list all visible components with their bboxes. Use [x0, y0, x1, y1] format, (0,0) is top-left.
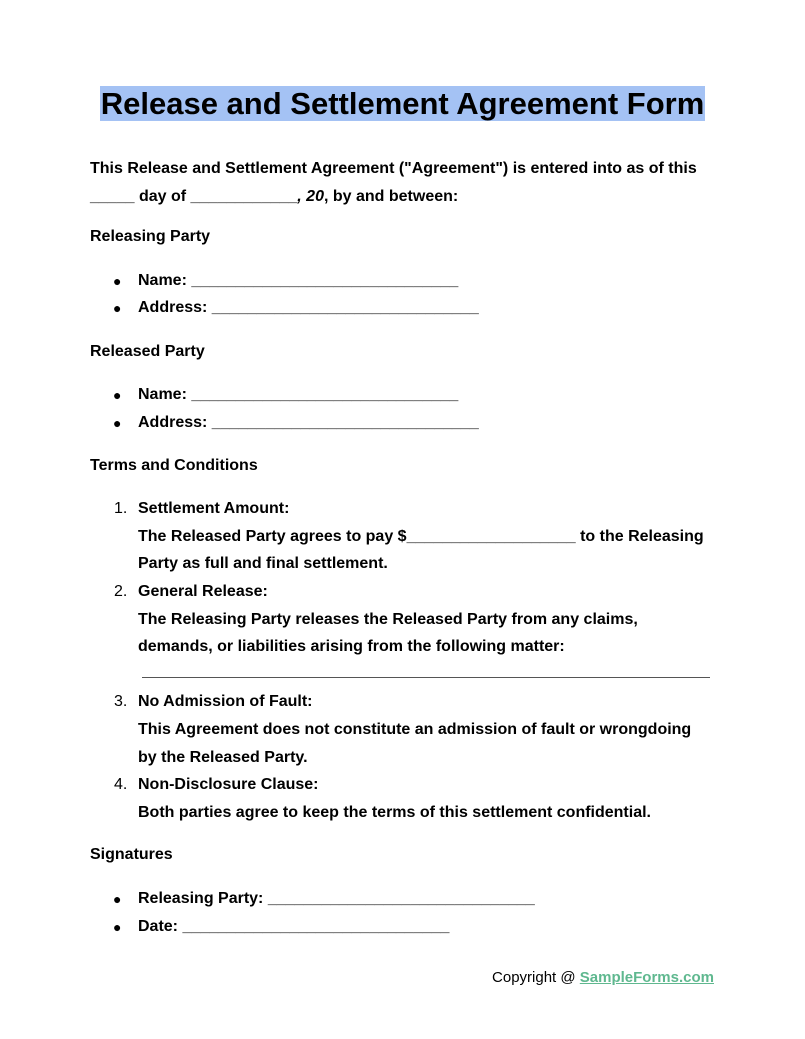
intro-year: , 20 [297, 188, 324, 205]
bullet-icon: ● [113, 415, 122, 431]
copyright-footer [492, 968, 714, 988]
bullet-icon: ● [113, 300, 122, 316]
term-text: The Releasing Party releases the Released Party from any claims, [138, 611, 638, 628]
term-title: General Release: [138, 583, 268, 600]
bullet-icon: ● [113, 919, 122, 935]
bullet-icon: ● [113, 891, 122, 907]
term-text: Party as full and final settlement. [138, 555, 388, 572]
date-field[interactable]: Date: ______________________________ [138, 918, 450, 935]
term-text: The Released Party agrees to pay $___________________ to the Releasing [138, 528, 704, 545]
intro-text-1: This Release and Settlement Agreement ("Agreement") is entered into as of this _____ day of ____________ [90, 160, 697, 205]
copyright-text: Copyright @ [492, 969, 580, 986]
term-text: Both parties agree to keep the terms of this settlement confidential. [138, 804, 651, 821]
released-party-heading: Released Party [90, 343, 205, 360]
intro-paragraph [90, 155, 730, 211]
released-name-field[interactable]: Name: ______________________________ [138, 386, 459, 403]
releasing-signature-field[interactable]: Releasing Party: ______________________________ [138, 890, 535, 907]
term-number: 3. [114, 693, 128, 710]
term-title: No Admission of Fault: [138, 693, 313, 710]
term-number: 1. [114, 500, 128, 517]
matter-blank-line[interactable] [142, 677, 710, 678]
term-number: 4. [114, 776, 128, 793]
term-text: demands, or liabilities arising from the following matter: [138, 638, 565, 655]
releasing-name-field[interactable]: Name: ______________________________ [138, 272, 459, 289]
intro-text-2: , by and between: [323, 188, 459, 205]
releasing-party-heading: Releasing Party [90, 228, 211, 245]
terms-heading: Terms and Conditions [90, 457, 258, 474]
term-text: by the Released Party. [138, 749, 308, 766]
page-title: Release and Settlement Agreement Form [100, 86, 705, 121]
term-title: Settlement Amount: [138, 500, 290, 517]
term-text: This Agreement does not constitute an admission of fault or wrongdoing [138, 721, 692, 738]
page-title-wrap [0, 86, 805, 122]
signatures-heading: Signatures [90, 846, 173, 863]
term-title: Non-Disclosure Clause: [138, 776, 319, 793]
sampleforms-link[interactable]: SampleForms.com [579, 969, 714, 986]
bullet-icon: ● [113, 387, 122, 403]
term-number: 2. [114, 583, 128, 600]
released-address-field[interactable]: Address: ______________________________ [138, 414, 479, 431]
releasing-address-field[interactable]: Address: ______________________________ [138, 299, 479, 316]
bullet-icon: ● [113, 273, 122, 289]
